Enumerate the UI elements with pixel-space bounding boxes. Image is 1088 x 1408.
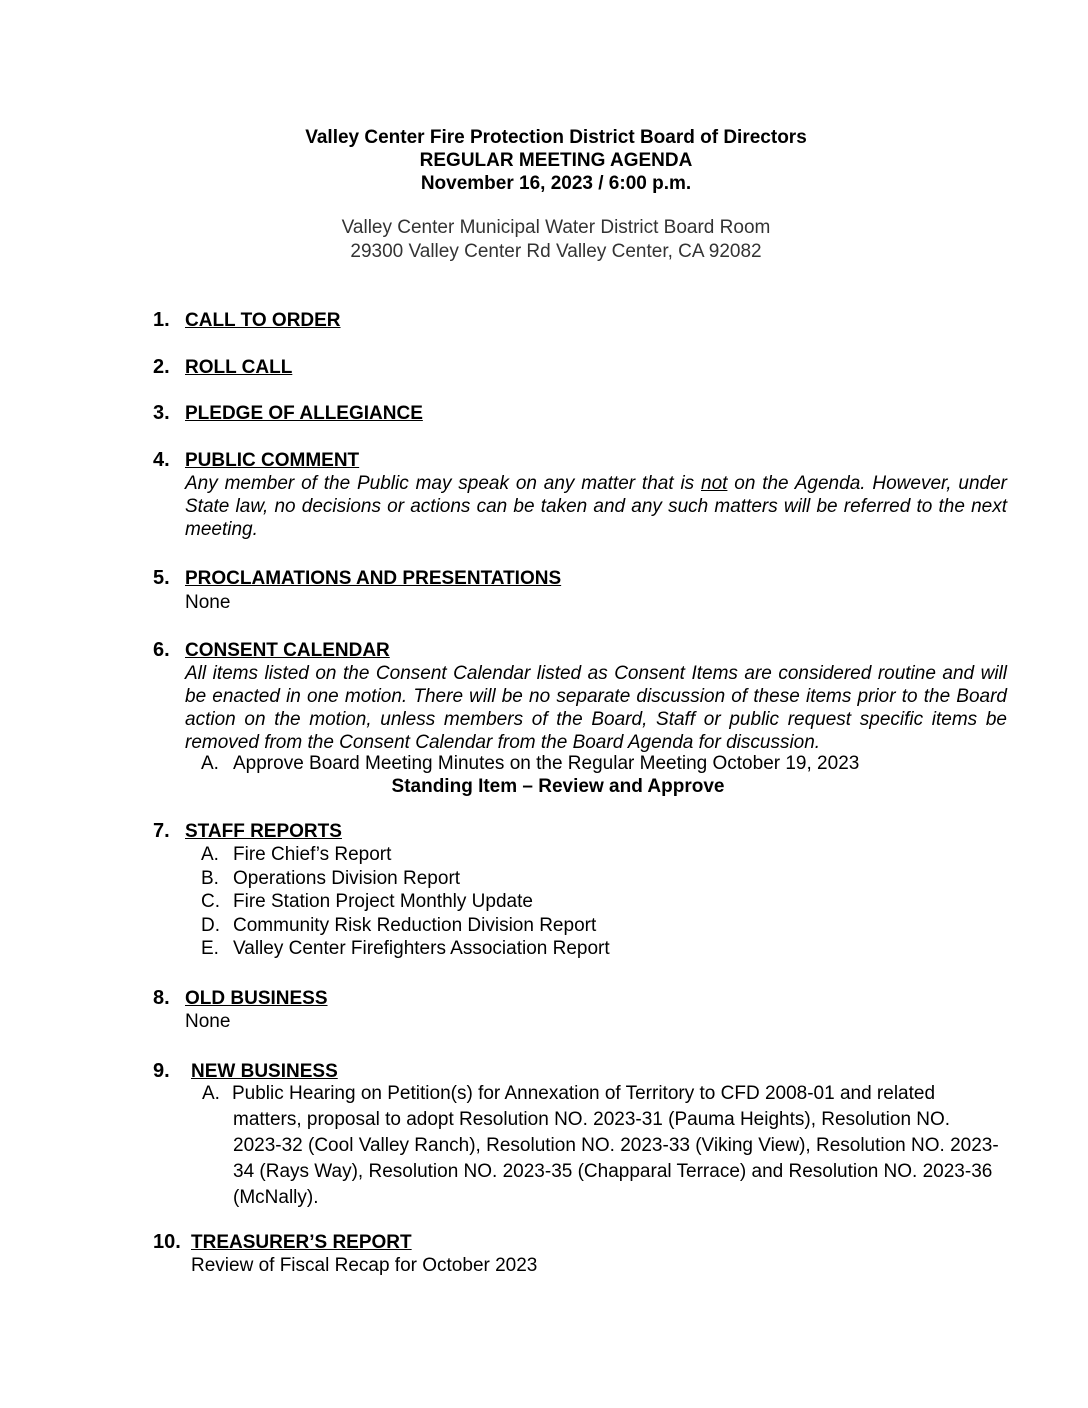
org-name: Valley Center Fire Protection District Board of Directors — [305, 127, 807, 148]
standing-item-note: Standing Item – Review and Approve — [391, 776, 725, 797]
section-title: OLD BUSINESS — [185, 988, 328, 1009]
section-number: 1. — [153, 309, 170, 331]
section-number: 9. — [153, 1060, 170, 1082]
section-number: 5. — [153, 567, 170, 589]
section-body: Review of Fiscal Recap for October 2023 — [191, 1255, 538, 1276]
section-number: 3. — [153, 402, 170, 424]
section-number: 4. — [153, 449, 170, 471]
list-item — [202, 1081, 1002, 1211]
section-title: PLEDGE OF ALLEGIANCE — [185, 403, 423, 424]
emphasis-not: not — [701, 473, 728, 494]
venue-address: 29300 Valley Center Rd Valley Center, CA 92082 — [350, 241, 762, 262]
agenda-header — [0, 126, 1088, 195]
section-number: 6. — [153, 639, 170, 661]
item-letter: A. — [201, 844, 219, 865]
item-text: Fire Station Project Monthly Update — [233, 891, 533, 912]
public-comment-text: Any member of the Public may speak on any matter that is not on the Agenda. However, under State law, no decisions or actions can be taken and any such matters will be referred to the next meeting. — [185, 473, 1007, 540]
item-letter: A. — [201, 753, 219, 774]
meeting-datetime: November 16, 2023 / 6:00 p.m. — [420, 173, 692, 194]
item-letter: E. — [201, 938, 219, 959]
venue-name: Valley Center Municipal Water District Board Room — [341, 217, 771, 238]
section-number: 10. — [153, 1231, 181, 1253]
meeting-type: REGULAR MEETING AGENDA — [419, 150, 693, 171]
section-number: 8. — [153, 987, 170, 1009]
section-title: PROCLAMATIONS AND PRESENTATIONS — [185, 568, 562, 589]
list-item — [201, 937, 1001, 960]
item-text: Operations Division Report — [233, 867, 461, 889]
list-item — [201, 752, 1001, 775]
item-text: Approve Board Meeting Minutes on the Regular Meeting October 19, 2023 — [233, 753, 860, 774]
section-body: None — [185, 592, 231, 613]
section-title: PUBLIC COMMENT — [185, 450, 360, 471]
section-number: 7. — [153, 820, 170, 842]
item-text: Public Hearing on Petition(s) for Annexation of Territory to CFD 2008-01 and related matters, proposal to adopt Resolution NO. 2023-31 (Pauma Heights), Resolution NO. 2023-32 (Cool Valley Ranch), Resolution NO. 2023-33 (Viking View), Resolution NO. 2023-34 (Rays Way), Resolution NO. 2023-35 (Chapparal Terrace) and Resolution NO. 2023-36 (McNally). — [232, 1083, 999, 1208]
list-item — [201, 890, 1001, 913]
list-item — [201, 867, 1001, 890]
section-title: CALL TO ORDER — [185, 310, 341, 331]
venue — [0, 216, 1088, 264]
consent-calendar-text: All items listed on the Consent Calendar listed as Consent Items are considered routine and will be enacted in one motion. There will be no separate discussion of these items prior to the Board action on the motion, unless members of the Board, Staff or public request specific items be removed from the Consent Calendar from the Board Agenda for discussion. — [185, 663, 1007, 753]
section-number: 2. — [153, 356, 170, 378]
item-text: Community Risk Reduction Division Report — [233, 914, 597, 936]
section-title: ROLL CALL — [185, 357, 293, 378]
item-text: Fire Chief’s Report — [233, 844, 392, 865]
item-letter: B. — [201, 867, 219, 889]
section-title: NEW BUSINESS — [191, 1061, 338, 1082]
item-letter: D. — [201, 914, 220, 936]
section-title: TREASURER’S REPORT — [191, 1232, 412, 1253]
section-title: STAFF REPORTS — [185, 821, 342, 842]
section-body: None — [185, 1011, 231, 1032]
item-letter: A. — [202, 1083, 220, 1104]
item-text: Valley Center Firefighters Association Report — [233, 938, 610, 959]
item-letter: C. — [201, 891, 220, 912]
section-title: CONSENT CALENDAR — [185, 640, 390, 661]
list-item — [201, 843, 1001, 866]
list-item — [201, 914, 1001, 937]
